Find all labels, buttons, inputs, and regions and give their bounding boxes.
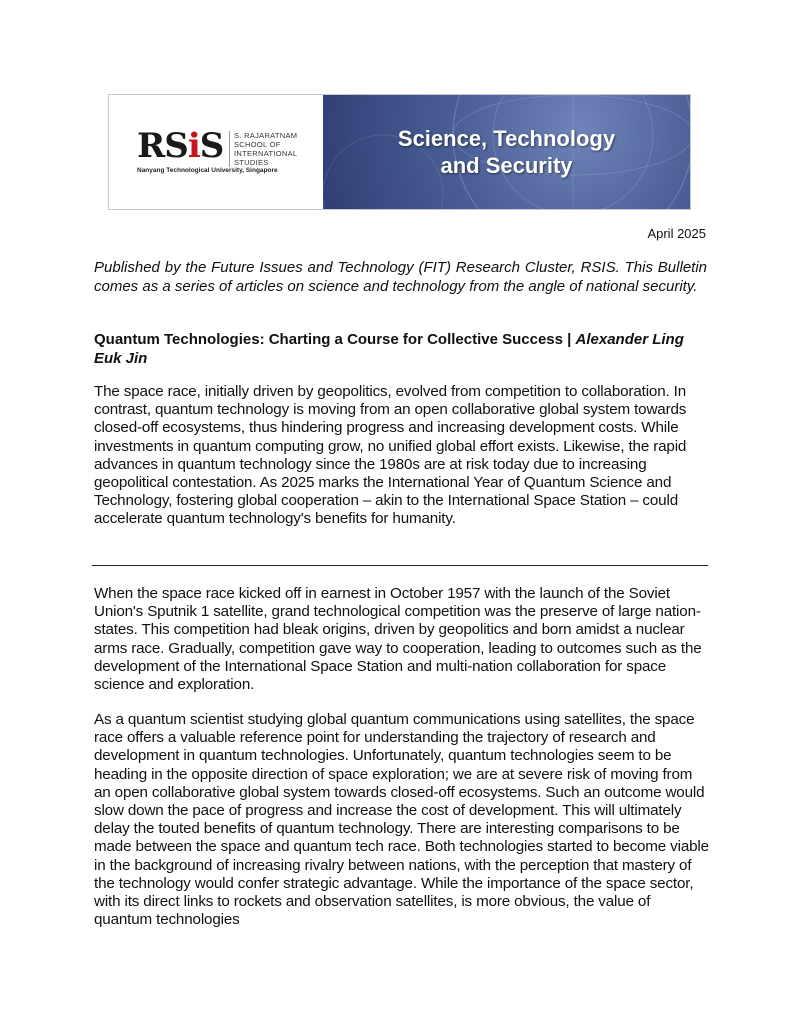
article-paragraph-1: When the space race kicked off in earnest in October 1957 with the launch of the Soviet Union's Sputnik 1 satellite, grand technological competition was the preserve of large nation-states. This competition had bleak origins, driven by geopolitics and born amidst a nuclear arms race. Gradually, competition gave way to cooperation, leading to outcomes such as the development of the International Space Station and multi-nation collaboration for space science and exploration.	[94, 585, 702, 694]
article-author: Alexander Ling Euk Jin	[94, 331, 684, 367]
school-name-line: INTERNATIONAL	[234, 149, 298, 158]
article-title	[94, 330, 707, 368]
rsis-logo-mark: RSiS	[137, 126, 224, 166]
school-name-line: S. RAJARATNAM	[234, 131, 298, 140]
rsis-logo	[109, 95, 323, 209]
banner-title-line: and Security	[440, 153, 573, 178]
article-title-text: Quantum Technologies: Charting a Course for Collective Success |	[94, 331, 576, 348]
school-name-line: STUDIES	[234, 158, 269, 167]
school-name-line: SCHOOL OF	[234, 140, 281, 149]
university-name: Nanyang Technological University, Singapore	[137, 167, 278, 174]
publication-note: Published by the Future Issues and Technology (FIT) Research Cluster, RSIS. This Bulletin comes as a series of articles on science and technology from the angle of national security.	[94, 259, 707, 295]
article-summary: The space race, initially driven by geopolitics, evolved from competition to collaboration. In contrast, quantum technology is moving from an open collaborative global system towards closed-off ecosystems, thus hindering progress and increasing development costs. While investments in quantum computing grow, no unified global effort exists. Likewise, the rapid advances in quantum technology since the 1980s are at risk today due to increasing geopolitical contestation. As 2025 marks the International Year of Quantum Science and Technology, fostering global cooperation – akin to the International Space Station – could accelerate quantum technology's benefits for humanity.	[94, 383, 687, 528]
banner-title	[398, 125, 615, 179]
banner-title-line: Science, Technology	[397, 126, 616, 151]
article-paragraph-2: As a quantum scientist studying global quantum communications using satellites, the space race offers a valuable reference point for understanding the trajectory of research and development in quantum technologies. Unfortunately, quantum technologies seem to be heading in the opposite direction of space exploration; we are at severe risk of moving from an open collaborative global system towards closed-off ecosystems. Such an outcome would slow down the pace of progress and increase the cost of development. This will ultimately delay the touted benefits of quantum technology. There are interesting comparisons to be made between the space and quantum tech race. Both technologies started to become viable in the background of increasing rivalry between nations, with the perception that mastery of the technology would confer strategic advantage. While the importance of the space sector, with its direct links to rockets and observation satellites, is more obvious, the value of quantum technologies	[94, 711, 709, 929]
school-name	[229, 131, 324, 167]
section-divider	[92, 565, 708, 566]
header-banner	[108, 94, 691, 210]
publication-date: April 2025	[647, 226, 706, 241]
banner-title-panel	[323, 95, 690, 209]
